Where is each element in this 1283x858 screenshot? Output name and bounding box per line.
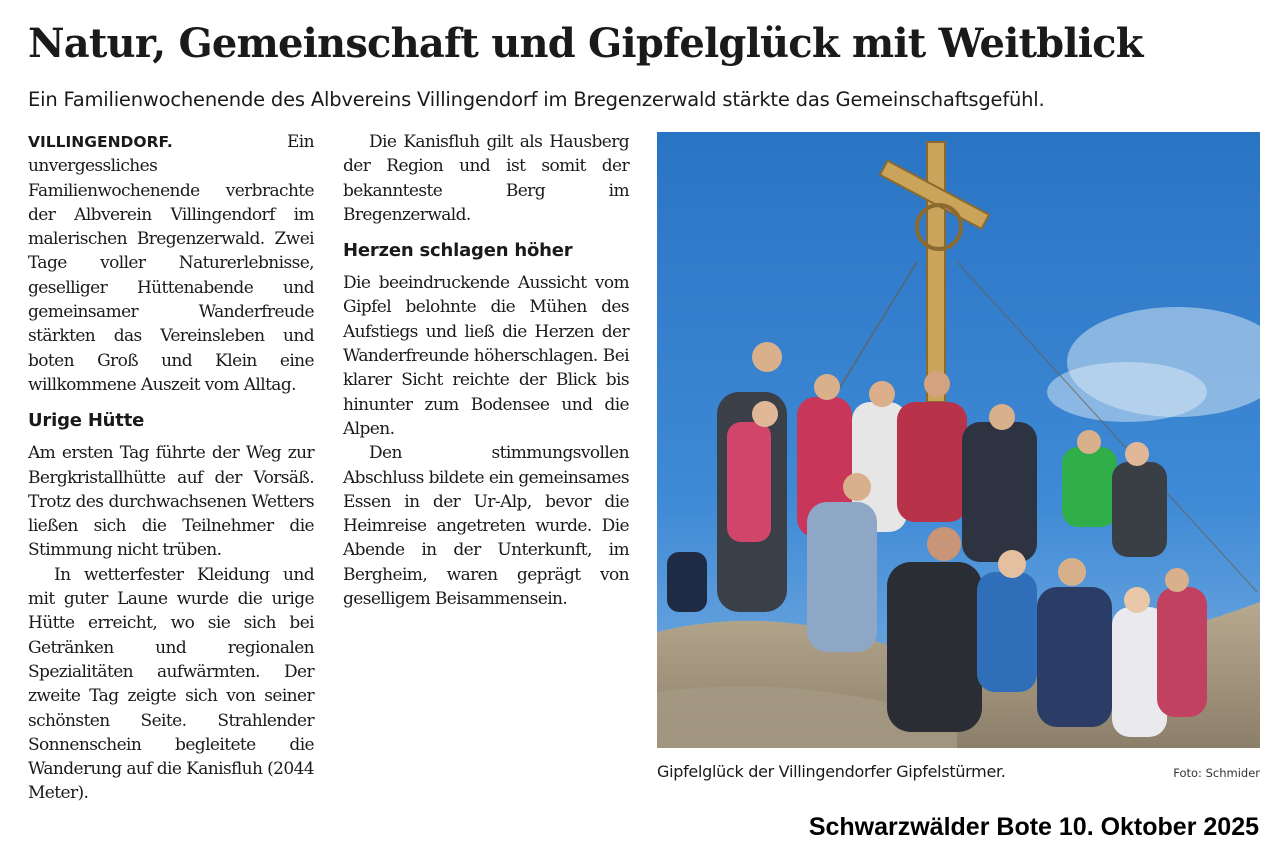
photo-illustration <box>657 132 1260 748</box>
source-line: Schwarzwälder Bote 10. Oktober 2025 <box>808 813 1259 841</box>
paragraph-3-text: In wetterfester Kleidung und mit guter Laune wurde die urige Hütte erreicht, wo sie sich bei Getränken und regionalen Spezialitäten aufwärmten. Der zweite Tag zeigte sich von seiner schönsten Seite. Strahlender Sonnenschein begleitete die Wanderung auf die Kanisfluh (2044 Meter). <box>28 564 314 804</box>
paragraph-6: Den stimmungsvollen Abschluss bildete ein gemeinsames Essen in der Ur-Alp, bevor die Heimreise angetreten wurde. Die Abende in der Unterkunft, im Bergheim, waren geprägt von geselligem Beisammensein. <box>343 443 629 610</box>
subline: Ein Familienwochenende des Albvereins Villingendorf im Bregenzerwald stärkte das Gemeinschaftsgefühl. <box>28 88 1045 111</box>
dateline: VILLINGENDORF. <box>28 133 173 151</box>
photo-caption: Gipfelglück der Villingendorfer Gipfelstürmer. <box>657 762 1006 781</box>
paragraph-3 <box>28 563 314 806</box>
photo-credit: Foto: Schmider <box>1173 766 1260 780</box>
article-column-1 <box>28 130 314 806</box>
subheading-urige-huette: Urige Hütte <box>28 410 145 432</box>
paragraph-4: Die Kanisfluh gilt als Hausberg der Region und ist somit der bekannteste Berg im Bregenzerwald. <box>343 132 629 225</box>
cloud <box>1047 362 1207 422</box>
paragraph-5: Die beeindruckende Aussicht vom Gipfel belohnte die Mühen des Aufstiegs und ließ die Herzen der Wanderfreunde höherschlagen. Bei klarer Sicht reichte der Blick bis hinunter zum Bodensee und die Alpen. <box>343 273 629 439</box>
subheading-herzen: Herzen schlagen höher <box>343 240 573 262</box>
article-column-2 <box>343 130 629 611</box>
paragraph-2: Am ersten Tag führte der Weg zur Bergkristallhütte auf der Vorsäß. Trotz des durchwachsenen Wetters ließen sich die Teilnehmer die Stimmung nicht trüben. <box>28 443 314 561</box>
paragraph-intro <box>28 130 314 397</box>
headline: Natur, Gemeinschaft und Gipfelglück mit Weitblick <box>28 20 1143 67</box>
paragraph-1: Ein unvergessliches Familienwochenende verbrachte der Albverein Villingendorf im malerischen Bregenzerwald. Zwei Tage voller Naturerlebnisse, geselliger Hüttenabende und gemeinsamer Wanderfreude stärkten das Vereinsleben und boten Groß und Klein eine willkommene Auszeit vom Alltag. <box>28 132 314 395</box>
summit-group-photo <box>657 132 1260 748</box>
